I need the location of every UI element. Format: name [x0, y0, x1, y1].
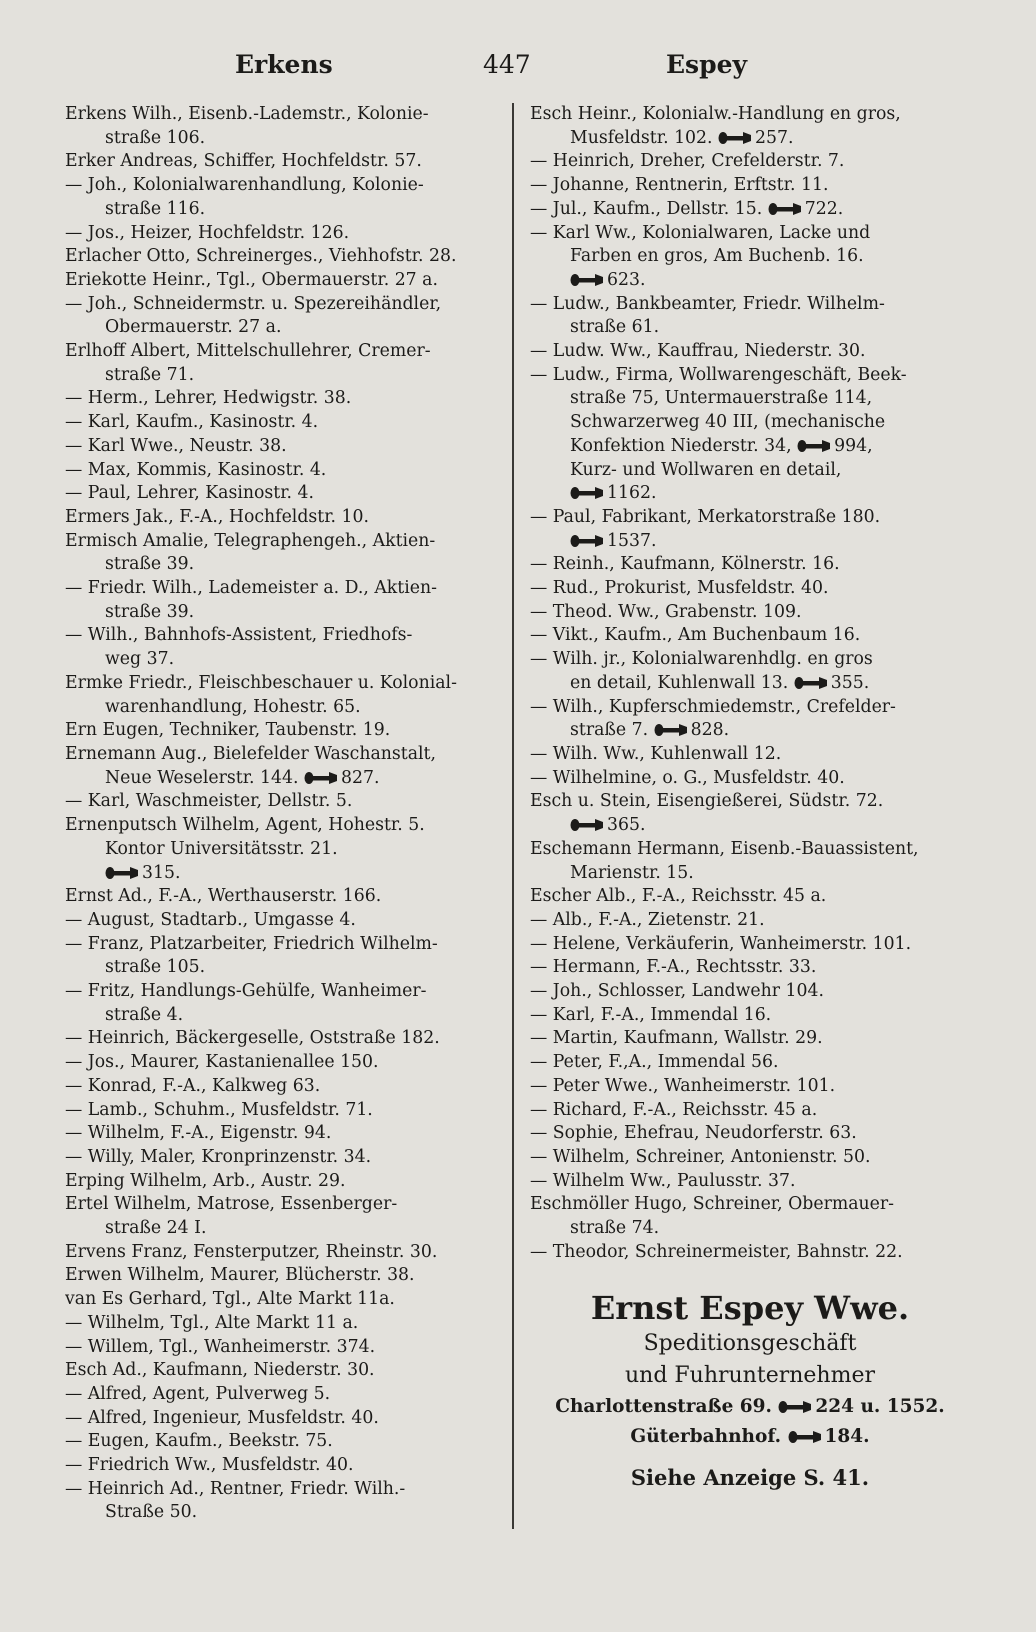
directory-entry: [530, 1170, 970, 1194]
directory-entry: [530, 601, 970, 625]
directory-entry: [65, 1051, 497, 1075]
entry-continuation-line: straße 71.: [105, 364, 195, 385]
directory-entry: [530, 743, 970, 767]
directory-entry: [65, 719, 497, 743]
directory-entry: [530, 790, 970, 837]
entry-line: — Rud., Prokurist, Musfeldstr. 40.: [530, 578, 829, 599]
advertisement: [530, 1288, 970, 1498]
directory-entry: [65, 814, 497, 885]
entry-line: Ertel Wilhelm, Matrose, Essenberger-: [65, 1194, 398, 1215]
directory-entry: [65, 482, 497, 506]
directory-entry: [65, 387, 497, 411]
directory-entry: [530, 624, 970, 648]
directory-entry: [65, 980, 497, 1027]
directory-entry: [65, 340, 497, 387]
entry-continuation-line: 1162.: [530, 482, 970, 506]
entry-line: — Theod. Ww., Grabenstr. 109.: [530, 601, 802, 622]
directory-entry: [530, 222, 970, 293]
directory-entry: [530, 767, 970, 791]
entry-continuation-line: Musfeldstr. 102. 257.: [570, 127, 794, 148]
entry-line: — Friedrich Ww., Musfeldstr. 40.: [65, 1455, 354, 1476]
entry-line: — Karl, Kaufm., Kasinostr. 4.: [65, 412, 319, 433]
directory-entry: [65, 1027, 497, 1051]
entry-line: Erwen Wilhelm, Maurer, Blücherstr. 38.: [65, 1265, 415, 1286]
entry-line: — Richard, F.-A., Reichsstr. 45 a.: [530, 1099, 818, 1120]
directory-entry: [530, 980, 970, 1004]
directory-entry: [65, 1336, 497, 1360]
directory-entry: [65, 222, 497, 246]
directory-entry: [65, 1454, 497, 1478]
entry-continuation-line: Straße 50.: [105, 1502, 198, 1523]
advert-business-line-1: Speditionsgeschäft: [643, 1331, 857, 1356]
entry-line: Esch Ad., Kaufmann, Niederstr. 30.: [65, 1360, 375, 1381]
entry-continuation-line: straße 75, Untermauerstraße 114,: [570, 388, 873, 409]
entry-line: — Friedr. Wilh., Lademeister a. D., Aktien-: [65, 578, 437, 599]
entry-line: — Alfred, Ingenieur, Musfeldstr. 40.: [65, 1407, 379, 1428]
entry-line: Ervens Franz, Fensterputzer, Rheinstr. 30.: [65, 1241, 438, 1262]
directory-entry: [65, 150, 497, 174]
directory-entry: [65, 1383, 497, 1407]
entry-continuation-line: straße 74.: [570, 1218, 660, 1239]
directory-entry: [530, 1004, 970, 1028]
directory-entry: [530, 696, 970, 743]
directory-entry: [65, 435, 497, 459]
telephone-receiver-icon: [570, 273, 604, 287]
entry-continuation-line: Kurz- und Wollwaren en detail,: [570, 459, 842, 480]
entry-line: — Paul, Lehrer, Kasinostr. 4.: [65, 483, 315, 504]
directory-entry: [65, 269, 497, 293]
directory-entry: [65, 506, 497, 530]
advert-address-phone-1: Charlottenstraße 69. 224 u. 1552.: [555, 1396, 945, 1417]
directory-entry: [530, 198, 970, 222]
telephone-receiver-icon: [794, 676, 828, 690]
directory-entry: [65, 885, 497, 909]
header-first-name: Erkens: [235, 50, 333, 79]
directory-entry: [530, 553, 970, 577]
entry-line: — Peter Wwe., Wanheimerstr. 101.: [530, 1075, 836, 1096]
entry-line: — Heinrich, Dreher, Crefelderstr. 7.: [530, 151, 845, 172]
entry-continuation-line: 1537.: [530, 530, 970, 554]
directory-entry: [530, 1027, 970, 1051]
entry-line: van Es Gerhard, Tgl., Alte Markt 11a.: [65, 1289, 395, 1310]
entry-continuation-line: Obermauerstr. 27 a.: [105, 317, 282, 338]
directory-entry: [65, 1075, 497, 1099]
entry-line: Esch Heinr., Kolonialw.-Handlung en gros,: [530, 104, 901, 124]
directory-entry: [530, 1051, 970, 1075]
right-column: [530, 103, 970, 1264]
entry-line: — Max, Kommis, Kasinostr. 4.: [65, 459, 327, 480]
entry-line: — Jul., Kaufm., Dellstr. 15. 722.: [530, 198, 844, 219]
entry-line: — Martin, Kaufmann, Wallstr. 29.: [530, 1028, 823, 1049]
directory-entry: [530, 340, 970, 364]
entry-line: — Karl Wwe., Neustr. 38.: [65, 435, 287, 456]
entry-continuation-line: straße 7. 828.: [570, 720, 730, 741]
directory-entry: [65, 293, 497, 340]
directory-entry: [530, 506, 970, 553]
directory-entry: [65, 1264, 497, 1288]
entry-continuation-line: Konfektion Niederstr. 34, 994,: [570, 435, 873, 456]
entry-line: — Joh., Schneidermstr. u. Spezereihändler,: [65, 293, 442, 314]
entry-continuation-line: warenhandlung, Hohestr. 65.: [105, 696, 361, 717]
entry-line: — Alfred, Agent, Pulverweg 5.: [65, 1383, 331, 1404]
advert-reference: Siehe Anzeige S. 41.: [630, 1465, 870, 1490]
entry-line: Erlhoff Albert, Mittelschullehrer, Cremer-: [65, 341, 431, 362]
entry-line: — Wilhelm, Tgl., Alte Markt 11 a.: [65, 1312, 359, 1333]
directory-entry: [530, 174, 970, 198]
telephone-receiver-icon: [797, 439, 831, 453]
entry-line: Erping Wilhelm, Arb., Austr. 29.: [65, 1170, 346, 1191]
directory-entry: [65, 1241, 497, 1265]
entry-line: Ernenputsch Wilhelm, Agent, Hohestr. 5.: [65, 815, 425, 836]
entry-continuation-line: straße 39.: [105, 554, 195, 575]
telephone-receiver-icon: [105, 866, 139, 880]
entry-line: — Lamb., Schuhm., Musfeldstr. 71.: [65, 1099, 373, 1120]
directory-entry: [530, 103, 970, 150]
entry-line: — Franz, Platzarbeiter, Friedrich Wilhelm-: [65, 933, 438, 954]
entry-continuation-line: Farben en gros, Am Buchenb. 16.: [570, 246, 864, 267]
entry-line: — Karl Ww., Kolonialwaren, Lacke und: [530, 222, 871, 243]
entry-line: Eschemann Hermann, Eisenb.-Bauassistent,: [530, 838, 919, 859]
directory-entry: [530, 577, 970, 601]
entry-continuation-line: weg 37.: [105, 649, 175, 670]
entry-line: — Fritz, Handlungs-Gehülfe, Wanheimer-: [65, 981, 427, 1002]
entry-continuation-line: Schwarzerweg 40 III, (mechanische: [570, 412, 886, 433]
directory-entry: [530, 1075, 970, 1099]
directory-entry: [65, 1430, 497, 1454]
entry-line: Eschmöller Hugo, Schreiner, Obermauer-: [530, 1194, 895, 1215]
directory-entry: [530, 885, 970, 909]
entry-continuation-line: straße 116.: [105, 198, 206, 219]
directory-entry: [65, 1170, 497, 1194]
entry-line: Ernst Ad., F.-A., Werthauserstr. 166.: [65, 886, 382, 907]
telephone-receiver-icon: [718, 131, 752, 145]
entry-continuation-line: en detail, Kuhlenwall 13. 355.: [570, 672, 870, 693]
telephone-receiver-icon: [788, 1430, 822, 1444]
entry-line: — Eugen, Kaufm., Beekstr. 75.: [65, 1431, 333, 1452]
directory-entry: [530, 648, 970, 695]
page-header: [0, 50, 1036, 90]
directory-entry: [530, 293, 970, 340]
entry-line: — Heinrich Ad., Rentner, Friedr. Wilh.-: [65, 1478, 406, 1499]
entry-line: — Ludw., Firma, Wollwarengeschäft, Beek-: [530, 364, 907, 385]
entry-continuation-line: straße 4.: [105, 1004, 184, 1025]
entry-line: — Wilhelmine, o. G., Musfeldstr. 40.: [530, 767, 845, 788]
entry-continuation-line: 623.: [530, 269, 970, 293]
directory-entry: [530, 838, 970, 885]
entry-line: — Wilh., Kupferschmiedemstr., Crefelder-: [530, 696, 896, 717]
directory-entry: [65, 1099, 497, 1123]
telephone-receiver-icon: [570, 486, 604, 500]
entry-continuation-line: straße 39.: [105, 601, 195, 622]
entry-line: Erkens Wilh., Eisenb.-Lademstr., Kolonie-: [65, 104, 429, 124]
entry-line: — Alb., F.-A., Zietenstr. 21.: [530, 909, 765, 930]
entry-line: — Konrad, F.-A., Kalkweg 63.: [65, 1075, 321, 1096]
directory-entry: [530, 364, 970, 506]
entry-line: Escher Alb., F.-A., Reichsstr. 45 a.: [530, 886, 827, 907]
entry-line: Esch u. Stein, Eisengießerei, Südstr. 72.: [530, 791, 884, 812]
entry-line: — Theodor, Schreinermeister, Bahnstr. 22.: [530, 1241, 903, 1262]
entry-line: — Herm., Lehrer, Hedwigstr. 38.: [65, 388, 352, 409]
entry-line: — Wilh., Bahnhofs-Assistent, Friedhofs-: [65, 625, 413, 646]
directory-entry: [530, 1099, 970, 1123]
entry-line: — Peter, F.,A., Immendal 56.: [530, 1052, 779, 1073]
directory-entry: [65, 411, 497, 435]
entry-line: Ermke Friedr., Fleischbeschauer u. Kolonial-: [65, 672, 457, 693]
entry-line: — Heinrich, Bäckergeselle, Oststraße 182.: [65, 1028, 440, 1049]
entry-line: — Wilh. Ww., Kuhlenwall 12.: [530, 743, 782, 764]
entry-line: Erker Andreas, Schiffer, Hochfeldstr. 57.: [65, 151, 422, 172]
entry-line: — Karl, Waschmeister, Dellstr. 5.: [65, 791, 353, 812]
entry-line: — Vikt., Kaufm., Am Buchenbaum 16.: [530, 625, 861, 646]
directory-entry: [530, 956, 970, 980]
entry-line: — Sophie, Ehefrau, Neudorferstr. 63.: [530, 1123, 857, 1144]
column-divider: [512, 103, 514, 1529]
directory-entry: [65, 909, 497, 933]
directory-entry: [65, 1407, 497, 1431]
directory-entry: [65, 1193, 497, 1240]
directory-entry: [530, 1193, 970, 1240]
entry-line: — Paul, Fabrikant, Merkatorstraße 180.: [530, 506, 881, 527]
telephone-receiver-icon: [570, 534, 604, 548]
directory-entry: [530, 909, 970, 933]
directory-entry: [530, 1241, 970, 1265]
entry-line: — Joh., Kolonialwarenhandlung, Kolonie-: [65, 175, 424, 196]
entry-line: — Willy, Maler, Kronprinzenstr. 34.: [65, 1146, 372, 1167]
directory-entry: [65, 933, 497, 980]
telephone-receiver-icon: [570, 818, 604, 832]
entry-continuation-line: straße 105.: [105, 957, 206, 978]
entry-line: — Wilhelm, F.-A., Eigenstr. 94.: [65, 1123, 332, 1144]
entry-line: — August, Stadtarb., Umgasse 4.: [65, 909, 356, 930]
entry-line: Erlacher Otto, Schreinerges., Viehhofstr. 28.: [65, 246, 457, 267]
entry-line: — Willem, Tgl., Wanheimerstr. 374.: [65, 1336, 376, 1357]
entry-line: — Ludw., Bankbeamter, Friedr. Wilhelm-: [530, 293, 885, 314]
directory-entry: [65, 672, 497, 719]
directory-entry: [530, 1122, 970, 1146]
entry-line: — Karl, F.-A., Immendal 16.: [530, 1004, 772, 1025]
entry-continuation-line: Marienstr. 15.: [570, 862, 694, 883]
entry-line: — Wilh. jr., Kolonialwarenhdlg. en gros: [530, 649, 873, 670]
telephone-receiver-icon: [654, 723, 688, 737]
directory-entry: [65, 577, 497, 624]
entry-continuation-line: straße 61.: [570, 317, 660, 338]
telephone-receiver-icon: [304, 771, 338, 785]
entry-line: — Helene, Verkäuferin, Wanheimerstr. 101.: [530, 933, 912, 954]
entry-line: — Johanne, Rentnerin, Erftstr. 11.: [530, 175, 829, 196]
entry-line: Eriekotte Heinr., Tgl., Obermauerstr. 27 a.: [65, 269, 438, 290]
entry-line: — Jos., Maurer, Kastanienallee 150.: [65, 1052, 379, 1073]
directory-entry: [65, 1312, 497, 1336]
directory-entry: [530, 1146, 970, 1170]
entry-line: — Reinh., Kaufmann, Kölnerstr. 16.: [530, 554, 840, 575]
directory-entry: [65, 1478, 497, 1525]
entry-line: Ernemann Aug., Bielefelder Waschanstalt,: [65, 743, 436, 764]
advert-business-line-2: und Fuhrunternehmer: [624, 1363, 875, 1388]
entry-line: Ern Eugen, Techniker, Taubenstr. 19.: [65, 720, 391, 741]
page-number: 447: [483, 50, 531, 79]
entry-continuation-line: 365.: [530, 814, 970, 838]
entry-line: Ermers Jak., F.-A., Hochfeldstr. 10.: [65, 506, 370, 527]
entry-continuation-line: 315.: [65, 862, 497, 886]
entry-line: — Wilhelm, Schreiner, Antonienstr. 50.: [530, 1146, 871, 1167]
telephone-receiver-icon: [778, 1400, 812, 1414]
header-last-name: Espey: [666, 50, 748, 79]
directory-entry: [65, 530, 497, 577]
directory-entry: [65, 790, 497, 814]
entry-line: — Jos., Heizer, Hochfeldstr. 126.: [65, 222, 350, 243]
directory-entry: [530, 933, 970, 957]
directory-entry: [65, 1146, 497, 1170]
entry-line: Ermisch Amalie, Telegraphengeh., Aktien-: [65, 530, 436, 551]
directory-entry: [65, 103, 497, 150]
directory-entry: [65, 1288, 497, 1312]
entry-continuation-line: straße 24 I.: [105, 1218, 207, 1239]
directory-entry: [65, 174, 497, 221]
entry-line: — Ludw. Ww., Kauffrau, Niederstr. 30.: [530, 341, 866, 362]
directory-entry: [65, 459, 497, 483]
entry-continuation-line: Kontor Universitätsstr. 21.: [105, 838, 338, 859]
left-column: [65, 103, 497, 1525]
entry-continuation-line: straße 106.: [105, 127, 206, 148]
directory-entry: [65, 1359, 497, 1383]
advert-company-name: Ernst Espey Wwe.: [590, 1289, 910, 1327]
advert-address-phone-2: Güterbahnhof. 184.: [630, 1426, 870, 1447]
directory-entry: [65, 245, 497, 269]
directory-entry: [65, 1122, 497, 1146]
entry-line: — Hermann, F.-A., Rechtsstr. 33.: [530, 957, 817, 978]
directory-entry: [65, 624, 497, 671]
directory-entry: [530, 150, 970, 174]
directory-entry: [65, 743, 497, 790]
telephone-receiver-icon: [768, 202, 802, 216]
entry-continuation-line: Neue Weselerstr. 144. 827.: [105, 767, 380, 788]
entry-line: — Wilhelm Ww., Paulusstr. 37.: [530, 1170, 796, 1191]
entry-line: — Joh., Schlosser, Landwehr 104.: [530, 981, 824, 1002]
